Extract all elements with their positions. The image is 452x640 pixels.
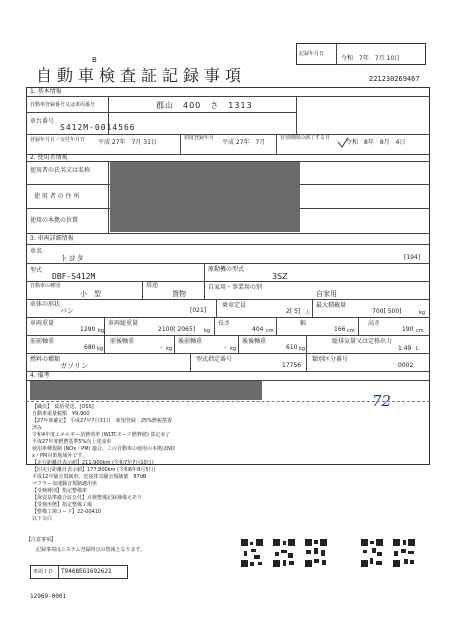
note-line: 以下余白 (32, 516, 53, 522)
note-line: マフラー加速騒音規制適用車 (32, 481, 98, 487)
engine-value: 3SZ (272, 272, 288, 281)
body-value: バン (60, 307, 74, 315)
front-rear-axle-label: 前後軸重 (110, 338, 135, 345)
length-value: 404 (252, 326, 264, 333)
gross-weight-value: 2100[ 2065] (158, 326, 196, 333)
displacement-unit: L (416, 346, 419, 352)
note-line: 【27年度確定】 平成27年7月31日 新規登録 25%燃税措置 (32, 418, 172, 424)
document-number: 221230269467 (369, 75, 420, 83)
section-basic-heading: 1. 基本情報 (30, 88, 62, 95)
weight-value: 1290 (80, 326, 96, 333)
note-line: 令和4年度エネルギー消費効率 (WLTCモード燃費値) 算定未了 (32, 432, 171, 438)
capacity-label: 乗車定員 (222, 302, 247, 309)
fuel-value: ガソリン (60, 362, 88, 370)
note-line: 【走行距離計表示値】211,900km (令和7年7月10日) (32, 460, 154, 466)
rear-axle-unit: kg (299, 346, 306, 352)
weight-label: 車両重量 (30, 320, 55, 327)
max-load-value: 700[ 500] (372, 308, 402, 315)
model-label: 型式 (30, 267, 43, 274)
front-axle-unit: kg (97, 346, 104, 352)
length-label: 長さ (218, 320, 231, 327)
front-axle-label: 前前軸重 (30, 338, 55, 345)
record-date: 令和 7年 7月 10日 (341, 55, 401, 62)
registration-number: 郡山 400 さ 1313 (156, 101, 253, 110)
make-value: トヨタ (60, 254, 84, 263)
displacement-value: 1.49 (398, 345, 412, 352)
rear-front-axle-label: 後前軸重 (178, 338, 203, 345)
form-letter: B (92, 56, 97, 64)
registration-label: 自動車登録番号又は車両番号 (30, 102, 96, 108)
width-value: 166 (334, 326, 346, 333)
height-value: 190 (402, 326, 414, 333)
type-number-value: 17756 (282, 362, 302, 369)
note-line: 【旧走行距離計表示値】177,800km (令和6年8月5日) (32, 467, 156, 473)
category-value: 0002 (398, 362, 414, 369)
bottom-code: 12969-0001 (30, 593, 67, 600)
note-line: 使用車種規制 (NOx・PM) 適合。この自動車の使用の本拠はNO (32, 446, 175, 452)
gross-weight-label: 車両総重量 (108, 320, 139, 327)
qr-code (392, 538, 416, 568)
first-year-value: 平成 27年 7月 (222, 139, 266, 146)
section-notes-heading: 4. 備考 (30, 372, 50, 379)
vehicle-id-label: 車両ＩＤ (33, 569, 54, 575)
note-line: 平成27年度燃費基準5%向上達成車 (32, 439, 112, 445)
note-line: 【整備工場コード】22-00410 (32, 509, 102, 515)
section-user-heading: 2. 使用者情報 (30, 154, 68, 161)
user-name-label: 使用者の氏名又は名称 (30, 167, 91, 174)
make-label: 車名 (30, 248, 43, 255)
class-value: 小 型 (80, 290, 101, 298)
rear-front-axle-value: - (224, 344, 227, 351)
qr-code (360, 538, 384, 568)
redacted-notes-header (30, 381, 262, 400)
qr-code (240, 538, 264, 568)
width-label: 幅 (300, 320, 307, 327)
capacity-unit: 人 (305, 310, 311, 316)
type-number-label: 型式指定番号 (196, 356, 233, 363)
note-line: 自動車重量税額 ¥9,900 (32, 411, 90, 417)
max-load-label: 最大積載量 (316, 302, 347, 309)
class-label: 自動車の種別 (30, 283, 61, 289)
length-unit: cm (266, 328, 274, 334)
rear-front-axle-unit: kg (230, 346, 237, 352)
body-code: [021] (190, 307, 207, 314)
base-location-label: 使用の本拠の位置 (30, 217, 79, 224)
height-unit: cm (416, 328, 424, 334)
note-line: 済み (32, 425, 43, 431)
displacement-label: 総排気量又は定格出力 (332, 338, 393, 345)
front-rear-axle-unit: kg (166, 346, 173, 352)
notice-text: 記録事項はシステム登録時点の情報となります。 (36, 547, 146, 553)
body-label: 車体の形状 (30, 301, 61, 308)
self-use-label: 自家用・事業用の別 (208, 284, 263, 291)
qr-code (304, 538, 328, 568)
first-reg-label: 登録年月日／交付年月日 (30, 137, 86, 143)
note-line: 【保安基準適合証交付】点検整備記録簿備えあり (32, 495, 143, 501)
qr-code (272, 538, 296, 568)
use-value: 貨物 (172, 290, 186, 298)
weight-unit: kg (98, 328, 105, 334)
expiry-value: 令和 8年 8月 4日 (346, 139, 406, 146)
front-axle-value: 680 (84, 344, 96, 351)
section-vehicle-heading: 3. 車両詳細情報 (30, 235, 74, 242)
record-date-label: 記録年月日 (299, 51, 325, 57)
engine-label: 原動機の型式 (208, 266, 245, 273)
max-load-unit: kg (419, 310, 426, 316)
fuel-label: 燃料の種類 (30, 356, 61, 363)
height-label: 高さ (368, 320, 381, 327)
capacity-value: 2[ 5] (286, 308, 301, 315)
width-unit: cm (347, 328, 355, 334)
rear-axle-value: 610 (286, 344, 298, 351)
vehicle-id-value: T9468EG1692622 (61, 568, 112, 575)
expiry-label: 有効期間の満了する日 (280, 135, 331, 141)
model-value: DBF-S412M (52, 272, 96, 281)
redacted-user-info (110, 162, 300, 232)
note-line: 【受検種別】指定整備車 (32, 488, 88, 494)
category-label: 類別区分番号 (312, 356, 349, 363)
first-reg-value: 平成 27年 7月 31日 (98, 139, 157, 146)
note-line: 平成12年騒音規制車。近接排気騒音規制値 87dB (32, 474, 147, 480)
first-year-label: 初度登録年月 (184, 135, 215, 141)
rear-axle-label: 後後軸重 (242, 338, 267, 345)
note-line: 【受検形態】指定整備工場 (32, 502, 93, 508)
self-use-value: 自家用 (316, 290, 337, 298)
front-rear-axle-value: - (160, 344, 163, 351)
handwritten-check-mark (336, 136, 350, 150)
user-address-label: 使 用 者 の 住 所 (34, 193, 80, 200)
make-code: [194] (404, 254, 421, 261)
vin-value: S412M-0014566 (60, 123, 136, 132)
note-line: 【職員】 総括発送。[OSS] (32, 404, 94, 410)
use-label: 用途 (146, 282, 159, 289)
vin-label: 車台番号 (30, 118, 55, 125)
note-line: x・PM対策地域外です。 (32, 453, 87, 459)
document-title: 自動車検査証記録事項 (36, 66, 247, 85)
notice-heading: 【注意事項】 (26, 537, 57, 543)
handwritten-number: 72 (372, 392, 392, 410)
gross-weight-unit: kg (204, 328, 211, 334)
